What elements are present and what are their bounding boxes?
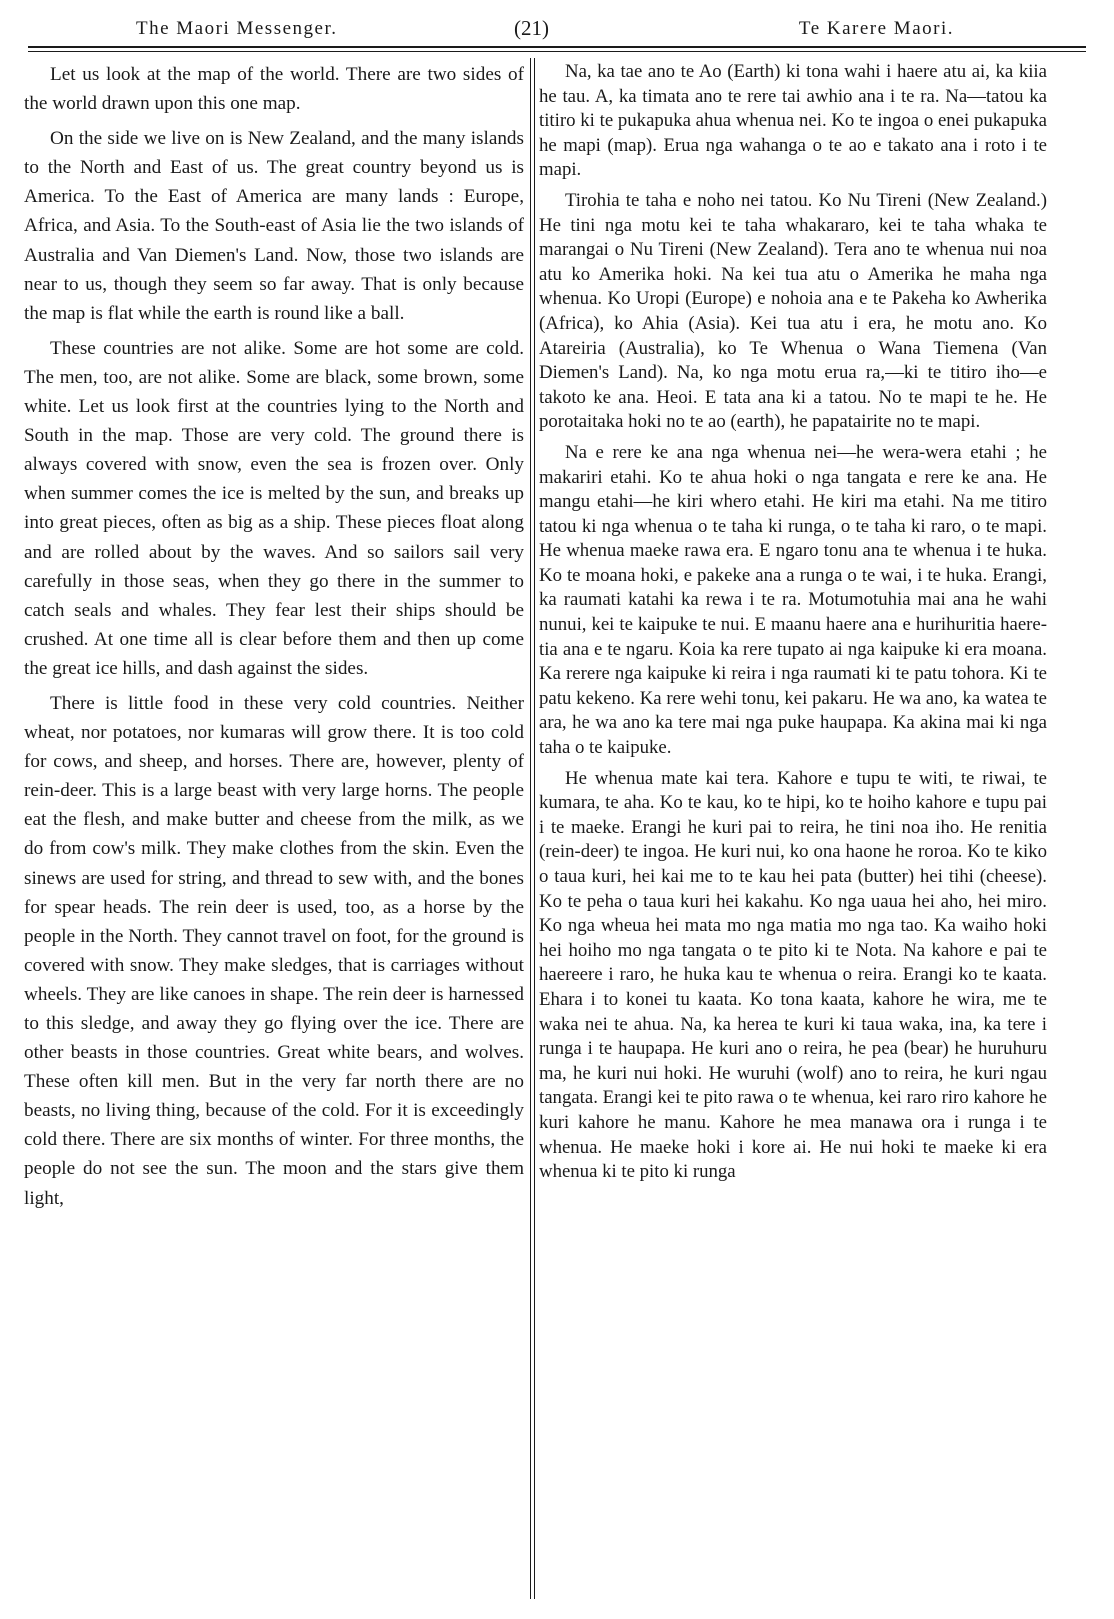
maori-paragraph: Na e rere ke ana nga whenua nei—he wera-wera etahi ; he makariri etahi. Ko te ahua hoki o nga tangata e rere ke ana. He mangu etahi—he kiri whero etahi. He kiri ma etahi. Na me titiro tatou ki nga whenua o te taha ki runga, o te taha ki raro, o te mapi. He whenua maeke rawa era. E ngaro tonu ana te whenua i te huka. Ko te moana hoki, e pakeke ana a runga o te wai, i te huka. Erangi, ka raumati katahi ka rewa i te ra. Motumotuhia mai ana he wahi nunui, kei te kaipuke te nui. E maanu haere ana e hurihuritia haere-tia ana e te ngaru. Koia ka rere tupato ai nga kaipuke ki era moana. Ka rerere nga kaipuke ki reira i nga raumati ki te patu tohora. Ki te patu kekeno. Ka rere wehi tonu, kei pakaru. He wa ano, ka watea te ara, he wa ano ka tere mai nga puke haupapa. Ka akina mai ki nga taha o te kaipuke.	[539, 441, 1047, 759]
english-paragraph: These countries are not alike. Some are hot some are cold. The men, too, are not alike. Some are black, some brown, some white. Let us look first at the countries lying to the North and South in the map. Those are very cold. The ground there is always covered with snow, even the sea is frozen over. Only when summer comes the ice is melted by the sun, and breaks up into great pieces, often as big as a ship. These pieces float along and are rolled about by the waves. And so sailors sail very carefully in those seas, when they go there in the summer to catch seals and whales. They fear lest their ships should be crushed. At one time all is clear before them and then up come the great ice hills, and dash against the sides.	[24, 337, 524, 679]
english-masthead: The Maori Messenger.	[136, 18, 338, 39]
column-divider-left	[530, 58, 531, 1599]
english-column	[24, 60, 524, 1600]
header-rule-thick	[28, 46, 1086, 48]
page-header	[28, 14, 1086, 44]
english-paragraph: There is little food in these very cold countries. Neither wheat, nor potatoes, nor kumaras will grow there. It is too cold for cows, and sheep, and horses. There are, however, plenty of rein-deer. This is a large beast with very large horns. The people eat the flesh, and make butter and cheese from the milk, as we do from cow's milk. They make clothes from the skin. Even the sinews are used for string, and thread to sew with, and the bones for spear heads. The rein deer is used, too, as a horse by the people in the North. They cannot travel on foot, for the ground is covered with snow. They make sledges, that is carriages without wheels. They are like canoes in shape. The rein deer is harnessed to this sledge, and away they go flying over the ice. There are other beasts in those countries. Great white bears, and wolves. These often kill men. But in the very far north there are no beasts, no living thing, because of the cold. For it is exceedingly cold there. There are six months of winter. For three months, the people do not see the sun. The moon and the stars give them light,	[24, 692, 524, 1209]
maori-column	[539, 60, 1047, 1600]
maori-paragraph: He whenua mate kai tera. Kahore e tupu te witi, te riwai, te kumara, te aha. Ko te kau, ko te hipi, ko te hoiho kahore e tupu pai i te maeke. Erangi he kuri pai to reira, he tini noa iho. He renitia (rein-deer) te ingoa. He kuri nui, ko ona haone he roroa. Ko te kiko o taua kuri, hei kai me to te kau hei pata (butter) hei tihi (cheese). Ko te peha o taua kuri hei kakahu. Ko nga uaua hei aho, hei miro. Ko nga wheua hei mata mo nga matia mo nga tao. Ka waiho hoki hei hoiho mo nga tangata o te pito ki te Nota. Na kahore e pai te haereere i raro, he huka kau te whenua o reira. Erangi ko te kaata. Ehara i to konei tu kaata. Ko tona kaata, kahore he wira, me te waka nei te ahua. Na, ka herea te kuri ki taua waka, ina, ka tere i runga i te haupapa. He kuri ano o reira, he pea (bear) he huruhuru ma, he kuri nui hoki. He wuruhi (wolf) ano to reira, he kuri ngau tangata. Erangi kei te pito rawa o te whenua, kei raro riro kahore he kuri kahore he manu. Kahore he mea manawa ora i runga i te whenua. He maeke hoki i kore ai. He nui hoki te maeke ki era whenua ki te pito ki runga	[539, 767, 1047, 1183]
maori-masthead: Te Karere Maori.	[798, 18, 954, 39]
header-rule-thin	[28, 51, 1086, 52]
maori-paragraph: Na, ka tae ano te Ao (Earth) ki tona wahi i haere atu ai, ka kiia he tau. A, ka timata ano te rere tai awhio ana i te ra. Na—tatou ka titiro ki te pukapuka ahua whenua nei. Ko te ingoa o enei pukapuka he mapi (map). Erua nga wahanga o te ao e takato ana i roto i te mapi.	[539, 61, 1047, 181]
english-paragraph: Let us look at the map of the world. There are two sides of the world drawn upon this one map.	[24, 64, 524, 115]
column-divider-right	[534, 58, 535, 1599]
english-paragraph: On the side we live on is New Zealand, and the many islands to the North and East of us. The great country beyond us is America. To the East of America are many lands : Europe, Africa, and Asia. To the South-east of Asia lie the two islands of Australia and Van Diemen's Land. Now, those two islands are near to us, though they seem so far away. That is only because the map is flat while the earth is round like a ball.	[24, 128, 524, 324]
maori-paragraph: Tirohia te taha e noho nei tatou. Ko Nu Tireni (New Zealand.) He tini nga motu kei te taha whakararo, kei te taha whaka te marangai o Nu Tireni (New Zealand). Tera ano te whenua nui noa atu ko Amerika hoki. Na kei tua atu o Amerika he maha nga whenua. Ko Uropi (Europe) e nohoia ana e te Pakeha ko Awherika (Africa), ko Ahia (Asia). Kei tua atu i era, he motu ano. Ko Atareiria (Australia), ko Te Whenua o Wana Tiemena (Van Diemen's Land). Na, ko nga motu erua ra,—ki te titiro iho—e takoto ke ana. Heoi. E tata ana ki a tatou. No te mapi te he. He porotaitaka hoki no te ao (earth), he papatairite no te mapi.	[539, 189, 1047, 433]
page-number: (21)	[514, 16, 549, 40]
